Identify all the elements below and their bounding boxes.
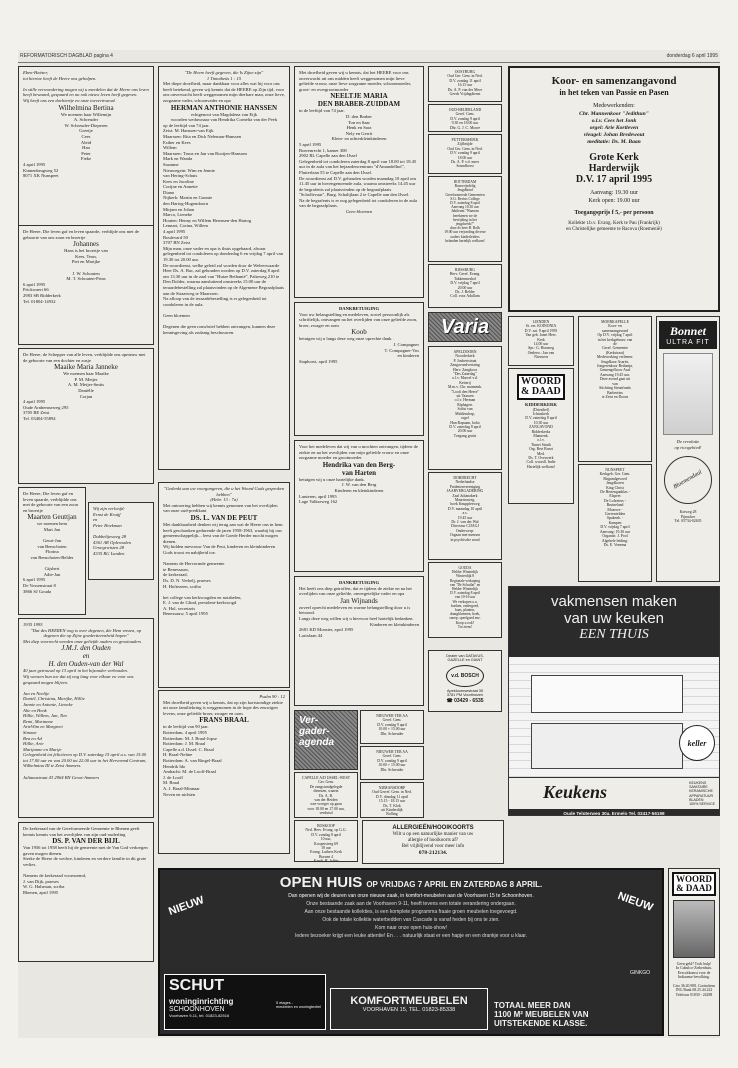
notice-gouda [428,562,502,638]
announcement-subline: We noemen haar Maaike [63,371,109,377]
agenda-banner [294,710,358,770]
anniversary-footer: Gelegenheid tot feliciteren op D.V. zaterdag 15 april a.s. van 15.00 tot 17.00 uur en van 20.00 tot 22.00 uur in het Hervormd Centrum, Wilhelmina III te Zeist Ammers. Julianastraat 43 2964 BN Groot-Ammers [23,752,147,780]
announcement-family: Kees, Teun, Piet en Marijke J. W. Schouten M. T. Schouten-Prins [66,253,106,282]
notice-body: Met dankbaarheid denken wij terug aan wat de Heere ons in hem heeft geschonken gedurende de jaren 1958-1963, waarbij hij ons gemeenschappelijk... leest van de Goede Herder mocht mogen dienen. Wij bidden mevrouw Van de Peut, kinderen en kleinkinderen Gods troost en nabijheid toe. Namens de Hervormde gemeente te Benessauw, de kerkeraad, Ds. D. N. Verhelj, praeses H. Hoftezeen, scriba het college van kerkvoogden en notabelen, E. J. van de Glind, president-kerkvoogd A. Hol, secretaris [163,521,283,611]
schut-sub: woninginrichting [169,997,234,1006]
notice-name: FRANS BRAAL [199,716,249,725]
thanks-van-den-berg [294,440,424,572]
notice-intro: Met droefheid geven wij u kennis, dat het HEERE voor ons onverwacht uit ons midden heeft weggenomen mijn lieve geliefde vrouw, onze lieve zorgzame moeder, schoonmoeder, groot- en overgrootmoeder [299,70,412,92]
koor-names: Chr. Mannenkoor "Jedithun" o.l.v. Cees het Jonk orgel: Arie Kortleven vleugel: Johan Bredewout meditatie: Ds. M. Baan [579,111,649,145]
totaal-text: TOTAAL MEER DAN 1100 M² MEUBELEN VAN UITSTEKENDE KLASSE. [494,1001,589,1028]
komfort-address: VOORHAVEN 15, TEL. 01823-85338 [362,1007,456,1013]
open-huis-line2: Onze bestaande zaak aan de Voorhaven 9-11, heeft tevens een totale verandering ondergaan. [306,901,516,907]
thanks-family: Kinderen en kleinkinderen [370,621,419,627]
notice-nunspeet [578,464,652,582]
notice-age: op de leeftijd van 74 jaar. [163,122,210,128]
church-entry: ROTTERDAM Buurvrijsdelig Jeugdbond Gereformeerde Gemeenten S.G. Revius College D.V. zaterdag 8 april Aanvang 10.30 uur Jubileum "Waarom berekenen we de bevrijding in het jeugdwerk?" door ds heer B. Bolk 19.00 uur verjonding diverse ouders kinderleiders belanden hartelijk welkom! [444,180,486,243]
komfort-box [330,988,488,1030]
cubulco-photo [673,900,715,958]
announcement-family: we noemen hem Mart Jan Geurt-Jan van Benschoten Florina van Benschoten-Belder Gijsbert Adie-Jan [30,521,74,577]
newspaper-page [18,50,720,1038]
keukens-line2: van uw keuken [563,610,665,627]
keukens-line3: EEN THUIS [579,627,649,642]
ad-phone: ☎ 03429 - 6535 [446,697,484,704]
open-huis-ad [158,868,664,1036]
agenda-nieuwer-2 [360,746,424,780]
nieuw-right: NIEUW [616,890,655,914]
anniversary-names: J.M.J. den Ouden en H. den Ouden-van der Wal [48,644,124,669]
church-entry: PUTTERSHOEK Zijlbrüjde Oud Ger. Gem. in Ned. D.V. zondag 9 april 18.00 uur Ds. A. P. v.d. meer Soundhorst [447,138,483,169]
announcement-address: 4 april 1995 Kinnenbrugweg 52 8071 XK Nunspeet [23,161,59,179]
keller-logo [679,725,715,761]
agenda-entry: BOSKOOP Ned. Herv. Evang. op G.G. D.V. zondag 8 april 10 uur, Koopersteeg 69 18 uur Evang. Luthers Kerk Bornen 4 Kandi. H. Jaffée [305,824,347,862]
thanks-text: Voor uw belangstelling en medeleven, zowel persoonlijk als schriftelijk, ontvangen na het overlijden van onze geliefde zoon, broer, zwager en oom [299,311,418,328]
thanks-body: zoveel oprecht medeleven en warme belangstelling door u is betoond. Langs deze weg willen wij u hiervoor heel hartelijk bedanken. [299,604,414,621]
allergie-line2: allergie of hooikoorts af? [407,838,459,843]
church-puttershoek [428,134,502,174]
koor-subtitle: in het teken van Passie en Pasen [559,88,669,97]
announcement-text: De Heere, Die leven gaf en leven spaarde, verblijde ons met de geboorte van ons zoon en broertje [23,229,139,240]
kitchen-counter [531,723,683,769]
church-entry: MOERKAPELLE Koor- en samenzangavond Op D.V. vrijdag 7 april in het kerkgebouw van de Geref. Gemeente (Kerkstraat) Medewerking verlenen: Jeugdkoor Asaréa, Jongerenkoor Bethanja, Gemengd koor Asaf Aanvang 19.45 uur. Deze avond gaat uit van Stichting Steunfonds Barbertins te Zeist en Doorn [596,320,634,399]
open-huis-line1: Dan openen wij de deuren van onze nieuwe zaak, in komfort-meubelen aan de Voorhaven 15 te Schoonhoven. [288,893,534,899]
open-huis-date: OP VRIJDAG 7 APRIL EN ZATERDAG 8 APRIL. [366,880,543,889]
birth-announcement-maarten [18,487,86,615]
keukens-ad [508,586,720,816]
bonnet-brand: Bonnet [669,324,706,338]
anniversary-years: 1935 1995 [23,622,43,627]
bonnet-sub: ULTRA FIT [666,339,710,346]
schut-city: SCHOONHOVEN [169,1006,225,1013]
notice-name: HERMAN ANTHONIE HANSSEN [170,103,278,112]
schut-note: 5 etages - meubelen en woningtextiel [276,1001,321,1010]
notice-apeldoorn [428,346,502,470]
church-entry: NUNSPEET Kerkgeb. Ger. Gem. Birgundgevoed Jeugdkoren King Christ De Hertenganklas - Elspeet De Lofzeters - Bruineland Mozewe - Gereentelden Spakenb. - Kampen D.V. vrijdag 7 april Aanvang: 19.30 uur Organist: J. Pool Algehele leiding: Ds. E. Venema [599,468,631,547]
allergie-ad [362,820,504,864]
thanks-address: 2681 KD Monster, april 1995 Larixlaan 44 [299,627,354,638]
anniversary-body: 40 jaar getrouwd op 13 april in het bijzonder verbonden. Wij wensen hun toe dat zij nog lang voor elkaar en voor ons gespaard mogen blijven. Jan en Neeltje Daniël, Christina, Marijke, Hillie Jannie en Antonie, Lieneke Alie en Henk Hillie, Willem, Jan, Tim Remi, Marianne ArieWim en Margreet Simone Bea en Ad Hillie, Arie Marijanne en Marije [23,668,134,752]
announcement-address: 4 april 1995 Oude Arnhemseweg 295 3705 BE Zeist Tel. 03404-55894 [23,399,69,421]
notice-body: Gelegenheid tot condoleren zaterdag 8 april van 18.00 tot 18.45 uur in de aula van het bejaardencentrum "d'Amandelhof", Flutterlaan 55 te Capelle aan den IJssel. De rouwdienst zal D.V. gehouden worden maandag 10 april om 11.45 uur in bovengenoemde aula, waarna omstreeks 14.45 uur de begrafenis zal plaatsvinden op de begraafplaats "Schollevaar", Burg. Schalijlaan 2 te Capelle aan den IJssel. Na de begrafenis is er nog gelegenheid tot condoleren in de aula van de begraafplaats. [299,158,417,209]
notice-footer: Benessauw, 5 april 1995 [163,611,208,617]
ad-title: Dealer van DATAVUS, GAZELLE en GIANT [446,654,484,663]
announcement-address: 6 april 1995 Prickwaert 66 2983 SB Ridderkerk Tel. 01804-14932 [23,281,61,304]
koor-venue: Grote Kerk Harderwijk D.V. 17 april 1995 [575,152,653,185]
notice-age: in de leeftijd van 90 jaar. [163,724,209,730]
schut-logo [164,974,326,1030]
death-notice-hanssen [158,66,290,470]
church-entry: OUD-BEIJERLAND Geref. Gem. D.V. zondag 9 april 9.30 en 18.00 uur Dhr. G. J. C. Moore [448,108,482,130]
agenda-nijmansdorp [360,782,424,818]
kitchen-illustration [509,657,719,777]
agenda-entry: NIEUWER TER AA Geref. Gem. D.V. zondag 9 april 10.00 + 15.00 uur Dhr. Schreuder [376,714,408,736]
ad-brand: v.d. BOSCH [451,672,479,679]
birth-announcement-maaike [18,348,154,484]
church-rotterdam [428,176,502,262]
thanks-body: betuigen wij u langs deze weg onze oprechte dank. [299,336,393,342]
notice-verse: Psalm 90 : 12 [259,694,285,699]
keukens-list: KEUKENS SANITAIRE KERAMISCHE APPARATUUR BLADEN 100% SERVICE [689,781,715,807]
keukens-address: Oude Telgterweg 30a, Ermelo Tel. 03417-56198 [509,809,719,816]
thanks-name: Hendrika van den Berg- van Harten [322,460,396,477]
announcement-text: De Heere, de Schepper van alle leven, verblijdde ons opnieuw met de geboorte van een dochter en zusje [23,352,146,363]
open-huis-line5: Kom naar onze open huis-show! [375,925,447,931]
notice-family: Zeist: M. Hanssen-van Eijk Maarssen: Rita en Dick Neleman-Hanssen Esther en Kees Willem Maarssen: Truus en Jan van Rooijen-Hanssen Mark en Wanda Suzanne Nieuwegein: Wim en Jennie van Hering-Schuts Kees en Jacoline Corijne en Annette Diana Nijkerk: Martin en Gonnie den Hartog-Hogendoorn Mirjam en Johan Marco, Lieneke Houten: Henny en Willem Hermsen-den Hartog Lennart, Corina, Willem [163,128,252,229]
church-oud-beijerland [428,104,502,132]
koor-title: Koor- en samenzangavond [551,75,677,87]
koor-ad [508,66,720,312]
notice-family: Rotterdam: M. J. Braal-Jopse Rotterdam: J. M. Braal Capelle a.d. IJssel: C. Braal H. Braal-Neline Rotterdam: A. van Ringel-Braal Hendrik Ido Ambacht: M. de Looff-Braal J. de Looff M. Braal A. J. Braal-Minnaar Neven en nichten [163,735,222,797]
notice-body: Van 1956 tot 1958 heeft hij de gemeente met de Van God verkregen gaven mogen dienen. Sterke de Heere de wedwe, kinderen en verdere familie in dit grote verlies. Namens de kerkeraad voornoemd, J. van Dijk, praeses W. G. Halsman, scriba [23,845,148,890]
allergie-title: ALLERGIEËN/HOOIKOORTS [392,825,474,831]
announcement-name: Johannes [73,240,99,249]
bonnet-address: Kotweg 28 Pijnacker Tel. 05734-02635 [674,510,702,523]
announcement-text: De Heere, Die leven gaf en leven spaarde, verblijdde ons met de geboorte van een zoon en broertje [23,491,78,513]
notice-lienden [508,316,574,366]
nieuw-left: NIEUW [167,894,206,918]
agenda-capelle [294,772,358,818]
header-left: REFORMATORISCH DAGBLAD pagina 4 [20,53,113,59]
bonnet-image [663,353,713,435]
announcement-name: Maarten Geuttjan [27,513,77,522]
anniversary-announcement [18,618,154,818]
notice-body: Mijn man, onze vader en opa is thuis opgebaard, alwaar gelegenheid tot condoleren op donderdag 6 en vrijdag 7 april van 19.30 tot 20.00 uur. De rouwdienst, welke geleid zal worden door de Weleerwaarde Heer Ds. A. Bac, zal gehouden worden op D.V. zaterdag 8 april om 13.30 uur in de zaal van "Huize Bethanië", Paltzweg 210 te Den Dolder, waarna aansluitend omstreeks 15.00 uur de teraardebestelling zal plaatsvinden op de Algemene Begraafplaats aan de Straatweg te Maarssen. Na afloop van de teraardebestelling is er gelegenheid tot condoleren in de aula. Geen bloemen Degenen die geen rouwbrief hebben ontvangen, kunnen deze kennisgeving als zodanig beschouwen. [163,245,284,335]
thanks-body: betuigen wij u onze hartelijke dank. [299,476,365,482]
schut-brand: SCHUT [169,977,225,994]
notice-name: DS. L. VAN DE PEUT [190,513,258,522]
thanks-family: J. Compagner T. Compagner-Vos en kinderen [384,341,419,359]
announcement-name: Wilhelmina Bertina [58,103,114,112]
woord-daad-ridderkerk [508,368,574,504]
notice-name: NEELTJE MARIA DEN BRABER-ZUIDDAM [317,92,401,109]
notice-verse: "De Heere heeft gegeven, die Is Zijne zijn" 1 Timotheüs 1 : 15 [184,70,264,81]
woord-daad-cubulco [668,868,720,1036]
keller-brand: keller [687,738,707,748]
woord-daad-logo: WOORD & DAAD [672,872,716,896]
engagement-announcement [88,502,154,580]
thanks-family: J. W. van den Berg Kinderen en kleinkinderen [334,482,384,493]
woord-daad-logo: WOORD & DAAD [517,374,565,400]
death-notice-van-de-peut [158,482,290,688]
koor-times: Aanvang: 19.30 uur Kerk open: 19.00 uur [588,190,640,204]
notice-family: D. den Braber Ton en Saar Henk en Sara Nely en Gerrit Klein- en achterkleinkinderen [331,113,387,142]
kitchen-cabinet [531,675,683,713]
agenda-title: Ver- gader- agenda [299,715,335,748]
church-entry: RIJSSBURG Herv. Geref. Evang. Takkenmeshol D.V. vrijdag 7 april 20.00 uur Ds. J. Belder Coll. voor Adullam [449,268,481,299]
komfort-brand: KOMFORTMEUBELEN [350,995,468,1007]
announcement-name: Maaike Maria Janneke [54,363,118,372]
keukens-line1: vakmensen maken [551,593,677,610]
agenda-boskoop [294,820,358,862]
announcement-text: Eben-Haëzer, tot hiertoe heeft de Heere ons geholpen. In stille verwondering mogen wij u meedelen dat de Heere ons leven heeft bewaard, gespaard en nu ook nieuw leven heeft gegeven. Wij heeft ons een dochtertje en onze toevertrouwd. [23,70,149,103]
thanks-heading: DANKBETUIGING [338,580,380,585]
notice-age: in de leeftijd van 74 jaar. [299,108,345,114]
datavus-ad [428,650,502,712]
notice-verse: "Gedenkt aan uw voorgangeren, die u het Woord Gods gesproken hebben" (Hebr. 13 : 7a) [163,486,285,503]
thanks-address: Lunteren, april 1995 Lage Valkseweg 162 [299,493,338,505]
bonnet-logo [659,321,717,349]
thanks-name: Koob [351,328,367,337]
allergie-phone: 078-212134. [418,850,448,856]
notice-moerkapelle [578,316,652,462]
bonnet-tagline: De revolutie op ricogebied! [674,439,702,450]
woord-daad-body: Geen geld? Toch hulp! In Cubulco-Ziekenhuis. Een uitkomst voor de Indiaanse bevolking. Giro 36.20.908, Gorinchem ING Bank 68.25.44.222 Telefoon 01830 - 24288 [672,962,716,997]
death-notice-van-der-bijl [18,822,154,962]
bloemendaal-logo [664,456,712,504]
header-right: donderdag 6 april 1995 [666,53,718,59]
agenda-entry: NIEUWER TER AA Geref. Gem. D.V. zondag 9 april 10.00 + 15.00 uur Dhr. Schreuder [376,750,408,772]
varia-banner [428,312,502,342]
notice-address: 5 april 1995 Boerenrecht 1, kamer 308 2902 RL Capelle aan den IJssel [299,141,357,159]
death-notice-den-braber [294,66,424,298]
death-notice-braal [158,690,290,854]
koor-entry: Toegangsprijs f 5,- per persoon [574,210,654,216]
koor-medewerk: Medewerkenden: [593,103,635,109]
agenda-entry: NIJMANSDORP Oud Gerref. Gem. in Ned. D.V. dinsdag 11 april 15.15 - 18.15 uur Ds. T. Klok uit Kinderdijk Bolling [372,786,412,817]
thanks-heading: DANKBETUIGING [338,306,380,311]
notice-footer: Geen bloemen [345,209,373,215]
church-oostburg [428,66,502,102]
open-huis-title: OPEN HUIS [279,874,363,891]
koor-collection: Kollekte t.b.v. Evang. Kerk te Pau (Frankrijk) en Christelijke gemeente te Racova (Roemenië) [566,221,662,233]
thanks-footer: Staphorst, april 1995 [299,358,338,364]
allergie-line3: Bel vrijblijvend voor meer info [401,844,465,849]
keukens-brand: Keukens [543,782,608,802]
keukens-footer [509,777,719,816]
anniversary-verse: "Dat des HEEREN oog is over degenen, die Hem vrezen, op degenen die op Zijne goedertierenheid hopen" [30,627,142,639]
engagement-text: Wij zijn verloofd: Ernst de Kruijf en Peter Hoekman Dubbeltjesweg 28 4361 AR Oplewoden Urnegrwisten 28 4335 RG Lunden [93,506,131,556]
thanks-koob [294,302,424,436]
varia-title: Varia [440,315,490,338]
agenda-nieuwer-1 [360,710,424,744]
notice-name: DS. P. VAN DER BIJL [52,837,120,846]
bonnet-ad [656,316,720,582]
church-entry: LIENDEN St. ver. KOINONIA D.V. zat. 8 april 1995 Van geb. Janet Herv. Kerk 14.00 uur Spr.: G. Hoomeg Onderw.: Jan van Nieuwen [524,320,558,360]
church-entry: DORDRECHT Nederlandse Patiëntenvereniging JAARVERGADERING Zaal Julianakerk Maarttraweg, hoek Knupplesweg D.V. maandag 10 april a.s. 19.45 uur Dr. J. van der Wal Directeur CJJAGJ Onderwerp: Orgaan met mensen in psychische nood [446,476,484,542]
bonnet-signature: Bloemendaal [672,469,704,491]
page-header [18,50,720,63]
announcement-address: 6 april 1995 De Vossenstraat 8 3866 SJ Gouda [23,577,56,594]
keukens-header [509,587,719,657]
announcement-subline: Hans is het broertje van [64,248,108,254]
open-huis-line3: Aan onze bestaande kollekties, is een komplete programma fraaie groen meubelen toegevoegd. [304,909,518,915]
thanks-name: Jan Wijnands [340,596,378,605]
notice-dordrecht [428,472,502,560]
woord-daad-body: (Driestbel) Ichtuskerk D.V. zaterdag 8 april 10.30 uur ZANGAVOND Ridderkerks Mannenk. o.l.v. Tinnet Struik Org. Bert Boezt Med. Ds. T. Overwerk Coll. woordl. Indie Hartelijk welkom! [525,407,557,469]
church-entry: GOUDA Helder Winterdijk Winterdijk 8 Regionale verkoping van "De Schuilat" en Helder Winterdijk D.V. zaterdag 8 april van 10-16 uur We verkopen o.a. boeken, ondergoed, kaas, planten, drangbloemen, boek, snoep, speelgoed enz. Koop u ook? Tot ziens! [449,566,481,629]
church-entry: APELDOORN Noorderkerk P. Joubertstraat Zangavondvertaing Herv. Zangkoor "Des Zaterdag" o.l.v. Marcel v.d. Ketterij M.m.v. Chr. mannenk. "Looft den Heere" uit Vaassen o.l.v. Herman Riphagen. Solist van Middendorp, orgel Han Rapuam, hobo D.V. zaterdag 8 april 20.00 uur Toegang gratis [447,350,483,438]
open-huis-line6: Iedere bezoeker krijgt een leuke attentie! En . . . natuurlijk staat er een hapje en een drankje voor u klaar. [294,933,528,939]
ad-address: Apeldoornsestraat 35 3781 PM Voorthuizen [446,688,484,698]
notice-text: De kerkeraad van de Gereformeerde Gemeente te Rhenen geeft kennis kennis van het overlijden van zijn oud-ouderling [23,826,140,837]
announcement-subline: We noemen haar Willemijn [60,111,112,117]
church-entry: OOSTBURG Oud Ger. Gem. in Ned. D.V. zondag 11 april 16.15 uur Ds. A. P. van der Meer Geeds Vrijdagdienst [447,70,483,97]
schut-address: Voorhaven 9-11, tel. 01823-82516 [169,1013,230,1018]
notice-intro: Met droefheid geven wij u kennis, dat op zijn kortstondige ziekte uit onze familiekring is weggenomen in de hope des eeuwigen levens, onze geliefde broer, zwager en oom [163,699,283,716]
agenda-entry: CAPELLE A/D IJSSEL-WEST Ger. Gem. De zangstondgelegde diensten, waarin Ds. A. B. van der Heiden wee vroeger op gaan voor 18.00 en 17.00 uur, verduisd [301,776,351,816]
notice-footer: Rhenen, april 1995 [23,889,59,895]
thanks-wijnands [294,576,424,706]
announcement-family: A. Schreuder W. Schreuder-Dieperen Greetje Cees Aleid Han Peter Fieke [64,117,108,162]
notice-place: Rotterdam, 4 april 1995 [163,729,207,735]
anniversary-intro: Met diep voorrecht wenden onze geliefde ouders en grootouders [23,638,142,644]
allergie-line1: Wilt u op een natuurlijke manier van uw [392,832,474,837]
notice-subline: echtgenoot van Magdalena van Eijk woorden weduwnaar van Hendrika Cornelia van der Peek [170,111,278,123]
thanks-text: Voor het medeleven dat wij van u mochten ontvangen, tijdens de ziekte en na het overlijden van mijn geliefde vrouw en onze zorgzame moeder en grootmoeder [299,444,418,461]
ginkgo-logo: GINKGO [629,970,650,976]
birth-announcement-johannes [18,225,154,345]
bosch-logo [446,665,484,687]
notice-address: 4 april 1995 Boulevard 50 3707 BN Zeist [163,229,191,246]
open-huis-line4: Ook de totale kollektie waterbedden van Cascade is vanaf heden bij ons te zien. [322,917,500,923]
open-huis-headline [160,870,662,892]
woord-daad-sub: KIDDERKERK [525,402,557,407]
church-rijssburg [428,264,502,308]
notice-intro: Met diepe droefheid, maar dankbaar voor alles wat hij voor ons heeft betekend, geven wij kennis dat de HEERE op Zijn tijd, voor ons onverwacht heeft weggenomen mijn dierbare man, onze lieve, zorgzame vader, schoonvader en opa [163,81,285,103]
notice-intro: Met ontroering hebben wij kennis genomen van het overlijden van onze oud-predikant [163,502,278,514]
thanks-text: Het heeft ons diep getroffen, dat er tijdens de ziekte en na het overlijden van onze geliefde, onvergetelijke vader en opa [299,585,412,597]
announcement-family: P. M. Meijer A. M. Meijer-Smits Daniëlle Corjan [67,376,105,399]
